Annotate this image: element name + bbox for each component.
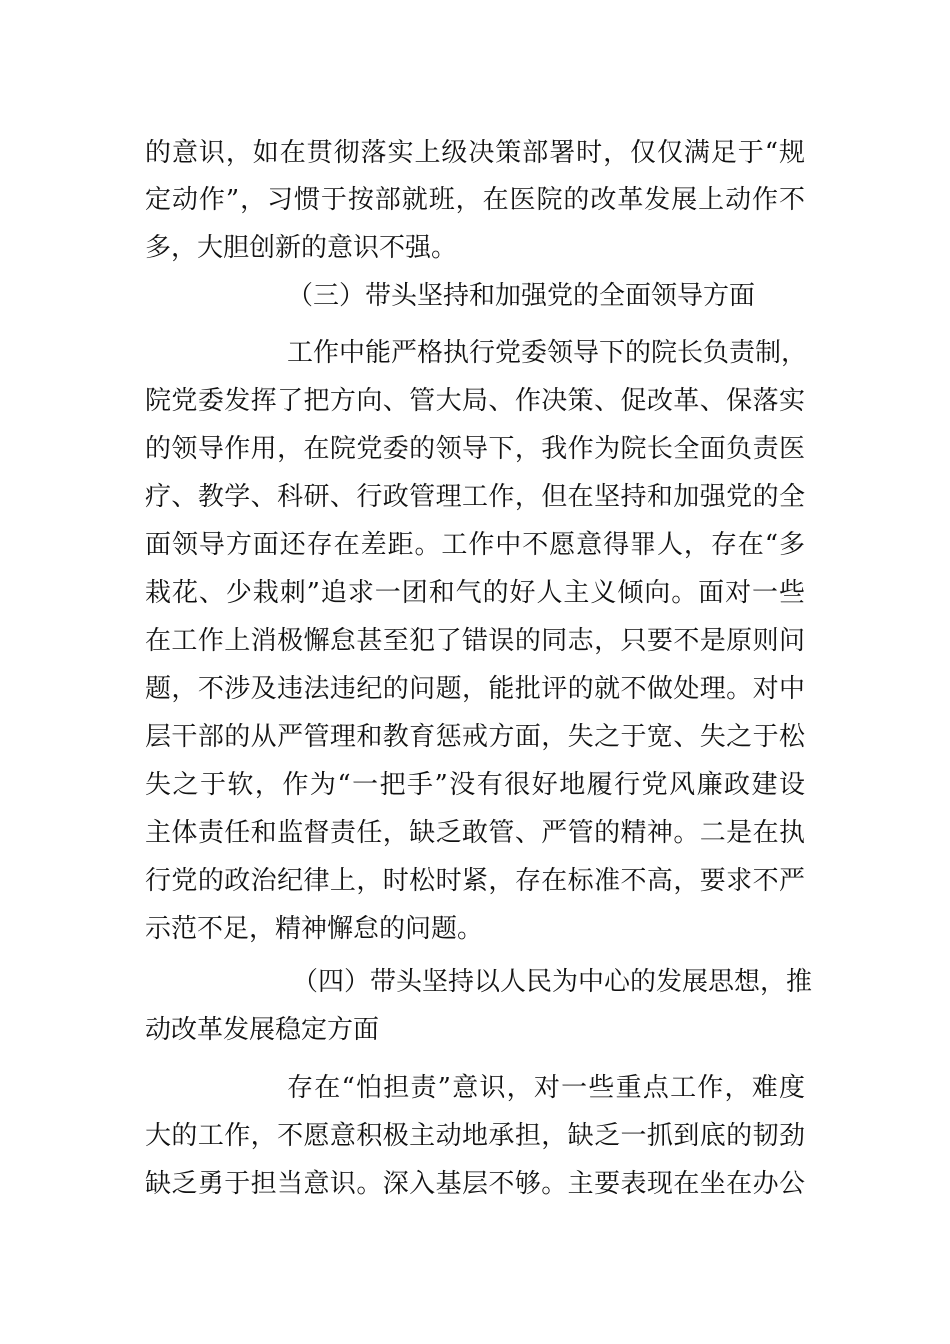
text-line: 示范不足，精神懈怠的问题。	[145, 914, 484, 944]
text-line: 栽花、少栽刺”追求一团和气的好人主义倾向。面对一些	[145, 578, 805, 608]
text-line: 的意识，如在贯彻落实上级决策部署时，仅仅满足于“规	[145, 138, 805, 168]
text-line: 大的工作，不愿意积极主动地承担，缺乏一抓到底的韧劲	[145, 1121, 805, 1151]
text-line: 面领导方面还存在差距。工作中不愿意得罪人，存在“多	[145, 530, 805, 560]
text-line: 缺乏勇于担当意识。深入基层不够。主要表现在坐在办公	[145, 1169, 805, 1199]
section-heading: 动改革发展稳定方面	[145, 1015, 380, 1045]
text-line: 在工作上消极懈怠甚至犯了错误的同志，只要不是原则问	[145, 626, 805, 656]
text-line: 题，不涉及违法违纪的问题，能批评的就不做处理。对中	[145, 674, 805, 704]
text-line: 失之于软，作为“一把手”没有很好地履行党风廉政建设	[145, 770, 805, 800]
text-line: 疗、教学、科研、行政管理工作，但在坚持和加强党的全	[145, 482, 805, 512]
text-line: 行党的政治纪律上，时松时紧，存在标准不高，要求不严	[145, 866, 805, 896]
text-line: 工作中能严格执行党委领导下的院长负责制，	[287, 338, 808, 368]
text-line: 存在“怕担责”意识，对一些重点工作，难度	[287, 1073, 805, 1103]
text-line: 主体责任和监督责任，缺乏敢管、严管的精神。二是在执	[145, 818, 805, 848]
text-line: 层干部的从严管理和教育惩戒方面，失之于宽、失之于松	[145, 722, 805, 752]
text-line: 定动作”，习惯于按部就班，在医院的改革发展上动作不	[145, 185, 805, 215]
text-line: 院党委发挥了把方向、管大局、作决策、促改革、保落实	[145, 386, 805, 416]
section-heading: （四）带头坚持以人民为中心的发展思想，推	[292, 967, 813, 997]
text-line: 多，大胆创新的意识不强。	[145, 233, 458, 263]
section-heading: （三）带头坚持和加强党的全面领导方面	[287, 281, 756, 311]
text-line: 的领导作用，在院党委的领导下，我作为院长全面负责医	[145, 434, 805, 464]
